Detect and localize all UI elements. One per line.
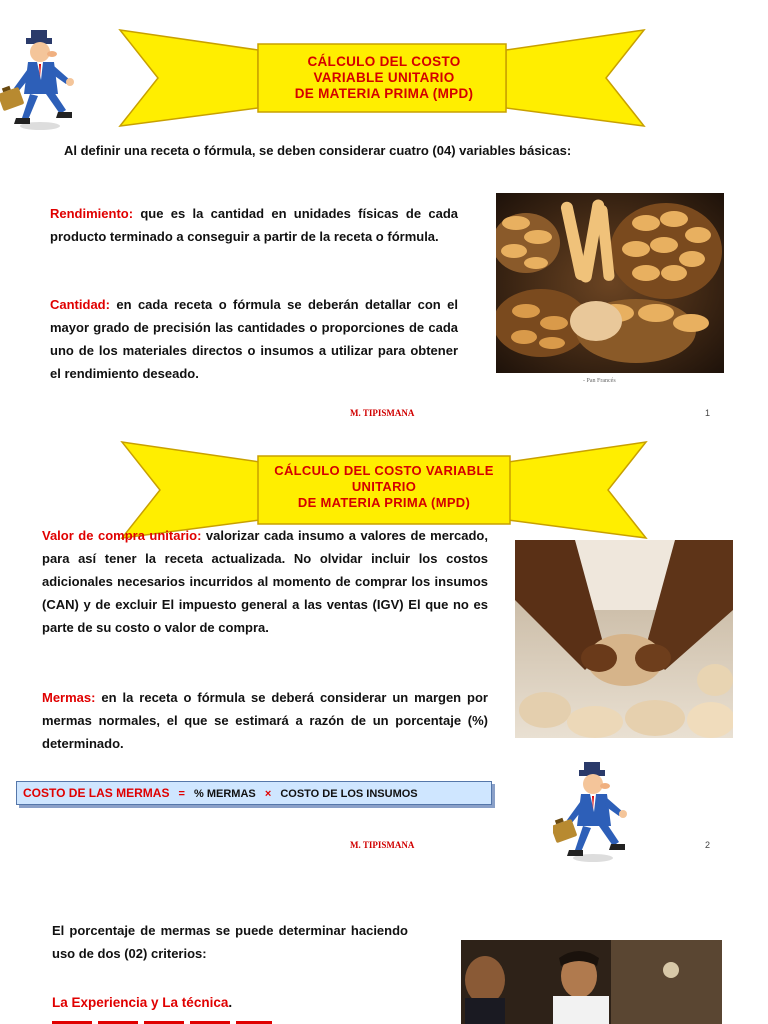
partial-cut-text (52, 1018, 408, 1024)
title-line-2: VARIABLE UNITARIO (313, 70, 455, 85)
briefcase-icon (553, 818, 577, 843)
slide2-page-number: 2 (705, 840, 711, 850)
businessman-icon (0, 28, 86, 132)
cantidad-text: en cada receta o fórmula se deberán detallar con el mayor grado de precisión las cantidades o proporciones de cada uno de los materiales directos o insumos a utilizar para obtener el rendimiento deseado. (50, 297, 458, 381)
bakers-photo (461, 940, 722, 1024)
title-line-3: DE MATERIA PRIMA (MPD) (294, 86, 474, 101)
title-line-1: CÁLCULO DEL COSTO (307, 54, 461, 69)
slide1-title (258, 54, 510, 102)
title-line-1: CÁLCULO DEL COSTO VARIABLE (274, 463, 494, 478)
slide3-intro: El porcentaje de mermas se puede determinar haciendo uso de dos (02) criterios: (52, 923, 408, 961)
briefcase-icon (0, 86, 24, 111)
cantidad-term: Cantidad: (50, 297, 110, 312)
criterio-1 (52, 995, 232, 1010)
mermas-text: en la receta o fórmula se deberá considerar un margen por mermas normales, el que se estimará a razón de un porcentaje (%) determinado. (42, 690, 488, 751)
slide1-page-number: 1 (705, 408, 711, 418)
mermas-paragraph (42, 686, 488, 755)
dough-kneading-photo (515, 540, 733, 738)
bread-photo (496, 193, 724, 373)
formula-equals: = (178, 788, 185, 800)
criterio-1-period: . (228, 995, 233, 1010)
mermas-term: Mermas: (42, 690, 96, 705)
valor-compra-term: Valor de compra unitario: (42, 528, 202, 543)
rendimiento-term: Rendimiento: (50, 206, 134, 221)
valor-compra-paragraph (42, 524, 488, 639)
businessman-icon (553, 760, 639, 864)
slide2-footer: M. TIPISMANA (350, 840, 415, 850)
title-line-2: UNITARIO (351, 479, 417, 494)
slide1-footer: M. TIPISMANA (350, 408, 415, 418)
formula-right: COSTO DE LOS INSUMOS (280, 788, 418, 800)
title-line-3: DE MATERIA PRIMA (MPD) (297, 495, 471, 510)
formula-times: × (264, 788, 272, 800)
photo-caption: - Pan Francés (583, 378, 616, 384)
formula-left: COSTO DE LAS MERMAS (23, 786, 170, 800)
criterio-1-text: La Experiencia y La técnica (52, 995, 229, 1010)
cantidad-paragraph (50, 293, 458, 385)
formula-mid: % MERMAS (194, 788, 256, 800)
rendimiento-text: que es la cantidad en unidades físicas de cada producto terminado a conseguir a partir de la receta o fórmula. (50, 206, 458, 244)
slide1-intro: Al definir una receta o fórmula, se deben considerar cuatro (04) variables básicas: (64, 143, 572, 158)
rendimiento-paragraph (50, 202, 458, 248)
slide2-title (258, 463, 510, 511)
costo-mermas-formula (16, 781, 492, 805)
valor-compra-text: valorizar cada insumo a valores de mercado, para así tener la receta actualizada. No olvidar incluir los costos adicionales necesarios incurridos al momento de comprar los insumos (CAN) y de excluir El impuesto general a las ventas (IGV) El que no es parte de su costo o valor de compra. (42, 528, 488, 635)
